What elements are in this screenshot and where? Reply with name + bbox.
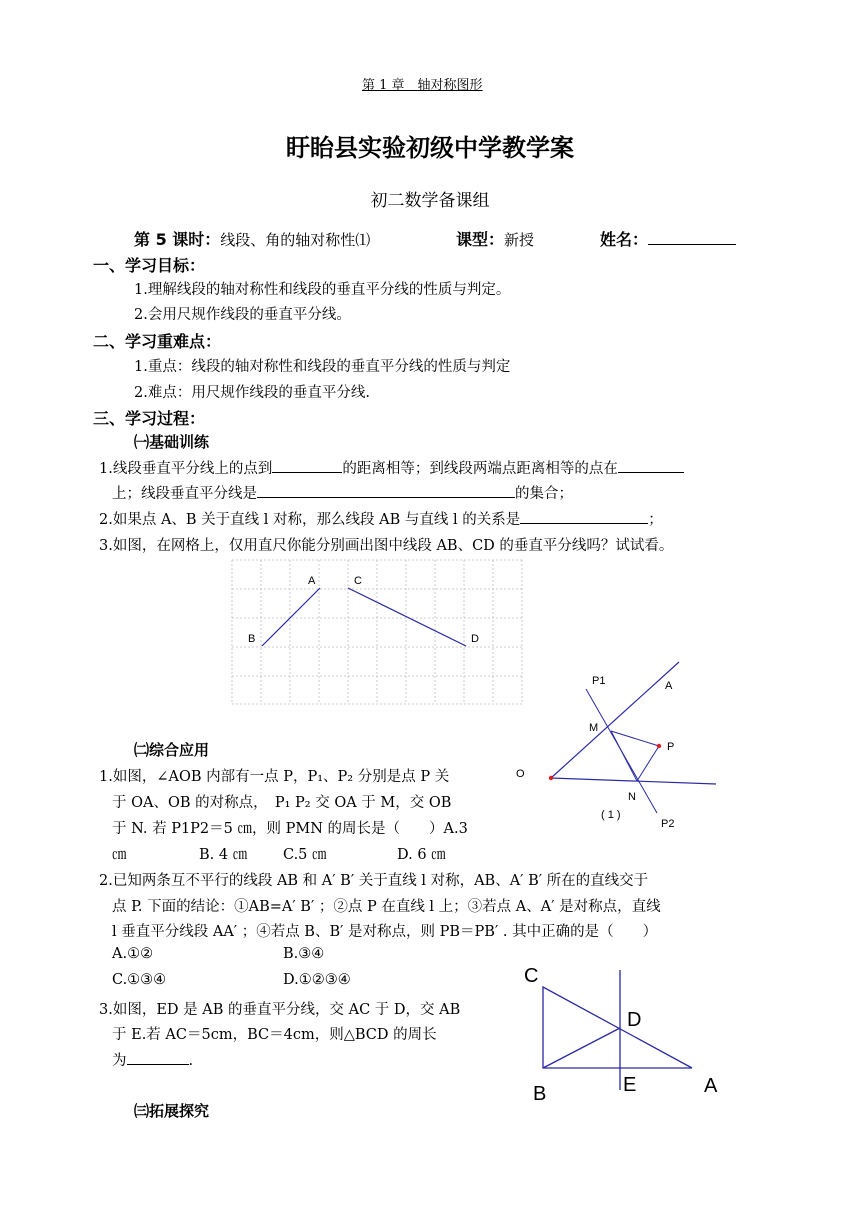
keypoints-heading: 二、学习重难点： — [93, 332, 222, 351]
applied-heading: ㈡综合应用 — [134, 741, 210, 759]
q2-text: ； — [648, 512, 663, 528]
label-c: C — [524, 965, 539, 987]
applied-q2-option-d: D.①②③④ — [283, 972, 351, 988]
applied-q1: 于 OA、OB 的对称点， P₁ P₂ 交 OA 于 M，交 OB — [112, 795, 452, 811]
period-label: 第 5 课时： — [134, 230, 221, 249]
lesson-info — [134, 227, 370, 250]
label-b: B — [533, 1083, 547, 1105]
figure-caption: ( 1 ) — [601, 809, 621, 821]
name-blank[interactable] — [648, 230, 736, 245]
type-value: 新授 — [504, 231, 535, 249]
q1-text: 的集合； — [515, 486, 573, 502]
applied-q1: 1.如图，∠AOB 内部有一点 P，P₁、P₂ 分别是点 P 关 — [99, 769, 450, 785]
segment-ab — [262, 588, 320, 646]
name-label: 姓名： — [600, 230, 649, 249]
angle-figure — [512, 660, 724, 832]
lesson-type — [456, 227, 534, 250]
basic-q1-line2 — [112, 482, 573, 503]
applied-q1-option-d: D. 6 ㎝ — [397, 847, 446, 863]
q1-text: 上；线段垂直平分线是 — [112, 486, 257, 502]
label-a: A — [704, 1075, 718, 1097]
label-n: N — [628, 791, 636, 803]
applied-q2: l 垂直平分线段 AA′ ；④若点 B、B′ 是对称点，则 PB＝PB′ . 其中正确的是（ ） — [112, 924, 658, 940]
ray-ob — [551, 778, 716, 784]
q1-text: 1.线段垂直平分线上的点到 — [99, 461, 273, 477]
triangle-figure — [518, 960, 728, 1110]
q2-text: 2.如果点 A、B 关于直线 l 对称，那么线段 AB 与直线 l 的关系是 — [99, 512, 521, 528]
page-subtitle: 初二数学备课组 — [370, 191, 490, 211]
segment-mp — [611, 731, 659, 746]
basic-q1-line1 — [99, 457, 684, 478]
applied-q1-option-b: B. 4 ㎝ — [199, 847, 248, 863]
label-a: A — [308, 575, 316, 587]
segment-pn — [637, 746, 659, 781]
applied-q2-option-c: C.①③④ — [112, 972, 167, 988]
student-name — [600, 227, 736, 250]
q3-blank[interactable] — [127, 1050, 189, 1065]
basic-q3: 3.如图，在网格上，仅用直尺你能分别画出图中线段 AB、CD 的垂直平分线吗？试试看。 — [99, 538, 674, 554]
label-c: C — [354, 575, 362, 587]
applied-q2: 点 P. 下面的结论：①AB=A′ B′ ；②点 P 在直线 l 上；③若点 A、A′ 是对称点，直线 — [112, 899, 661, 915]
goal-item: 2.会用尺规作线段的垂直平分线。 — [134, 307, 351, 323]
q1-blank-3[interactable] — [257, 483, 515, 498]
label-b: B — [248, 633, 256, 645]
extended-heading: ㈢拓展探究 — [134, 1102, 210, 1120]
label-p: P — [667, 741, 675, 753]
q3-text: 为 — [112, 1053, 127, 1069]
segment-mn — [611, 731, 637, 781]
label-d: D — [627, 1009, 642, 1031]
point-p — [657, 744, 661, 748]
applied-q3: 于 E.若 AC＝5cm，BC＝4cm，则△BCD 的周长 — [112, 1027, 437, 1043]
q1-text: 的距离相等；到线段两端点距离相等的点在 — [342, 461, 618, 477]
grid-figure — [230, 558, 526, 706]
point-o — [549, 776, 553, 780]
applied-q2: 2.已知两条互不平行的线段 AB 和 A′ B′ 关于直线 l 对称，AB、A′ B′ 所在的直线交于 — [99, 873, 649, 889]
label-m: M — [589, 722, 599, 734]
applied-q3 — [112, 1049, 193, 1070]
q1-blank-2[interactable] — [618, 458, 684, 473]
basic-heading: ㈠基础训练 — [134, 433, 210, 451]
q1-blank-1[interactable] — [272, 458, 342, 473]
goal-item: 1.理解线段的轴对称性和线段的垂直平分线的性质与判定。 — [134, 282, 511, 298]
applied-q3: 3.如图，ED 是 AB 的垂直平分线，交 AC 于 D，交 AB — [99, 1002, 461, 1018]
q2-blank[interactable] — [520, 509, 648, 524]
label-a: A — [665, 680, 673, 692]
label-o: O — [516, 768, 525, 780]
label-d: D — [471, 633, 479, 645]
applied-q2-option-a: A.①② — [112, 946, 154, 962]
keypoint-item: 1.重点：线段的轴对称性和线段的垂直平分线的性质与判定 — [134, 359, 511, 375]
q3-text: . — [188, 1053, 194, 1069]
segment-cd — [348, 588, 466, 646]
segment-bd — [543, 1028, 620, 1068]
chapter-header: 第 1 章 轴对称图形 — [362, 78, 483, 93]
applied-q1: 于 N. 若 P1P2＝5 ㎝，则 PMN 的周长是（ ）A.3 — [112, 821, 468, 837]
type-label: 课型： — [456, 230, 505, 249]
applied-q1-option-a: ㎝ — [112, 847, 127, 863]
basic-q2 — [99, 508, 663, 529]
label-e: E — [623, 1074, 637, 1096]
label-p1: P1 — [592, 675, 606, 687]
applied-q1-option-c: C.5 ㎝ — [283, 847, 327, 863]
process-heading: 三、学习过程： — [93, 409, 206, 428]
lesson-topic: 线段、角的轴对称性⑴ — [220, 231, 371, 249]
ray-oa — [551, 662, 679, 778]
goals-heading: 一、学习目标： — [93, 256, 206, 275]
applied-q2-option-b: B.③④ — [283, 946, 325, 962]
label-p2: P2 — [661, 818, 675, 830]
keypoint-item: 2.难点：用尺规作线段的垂直平分线. — [134, 385, 370, 401]
page-title: 盱眙县实验初级中学教学案 — [286, 134, 574, 162]
